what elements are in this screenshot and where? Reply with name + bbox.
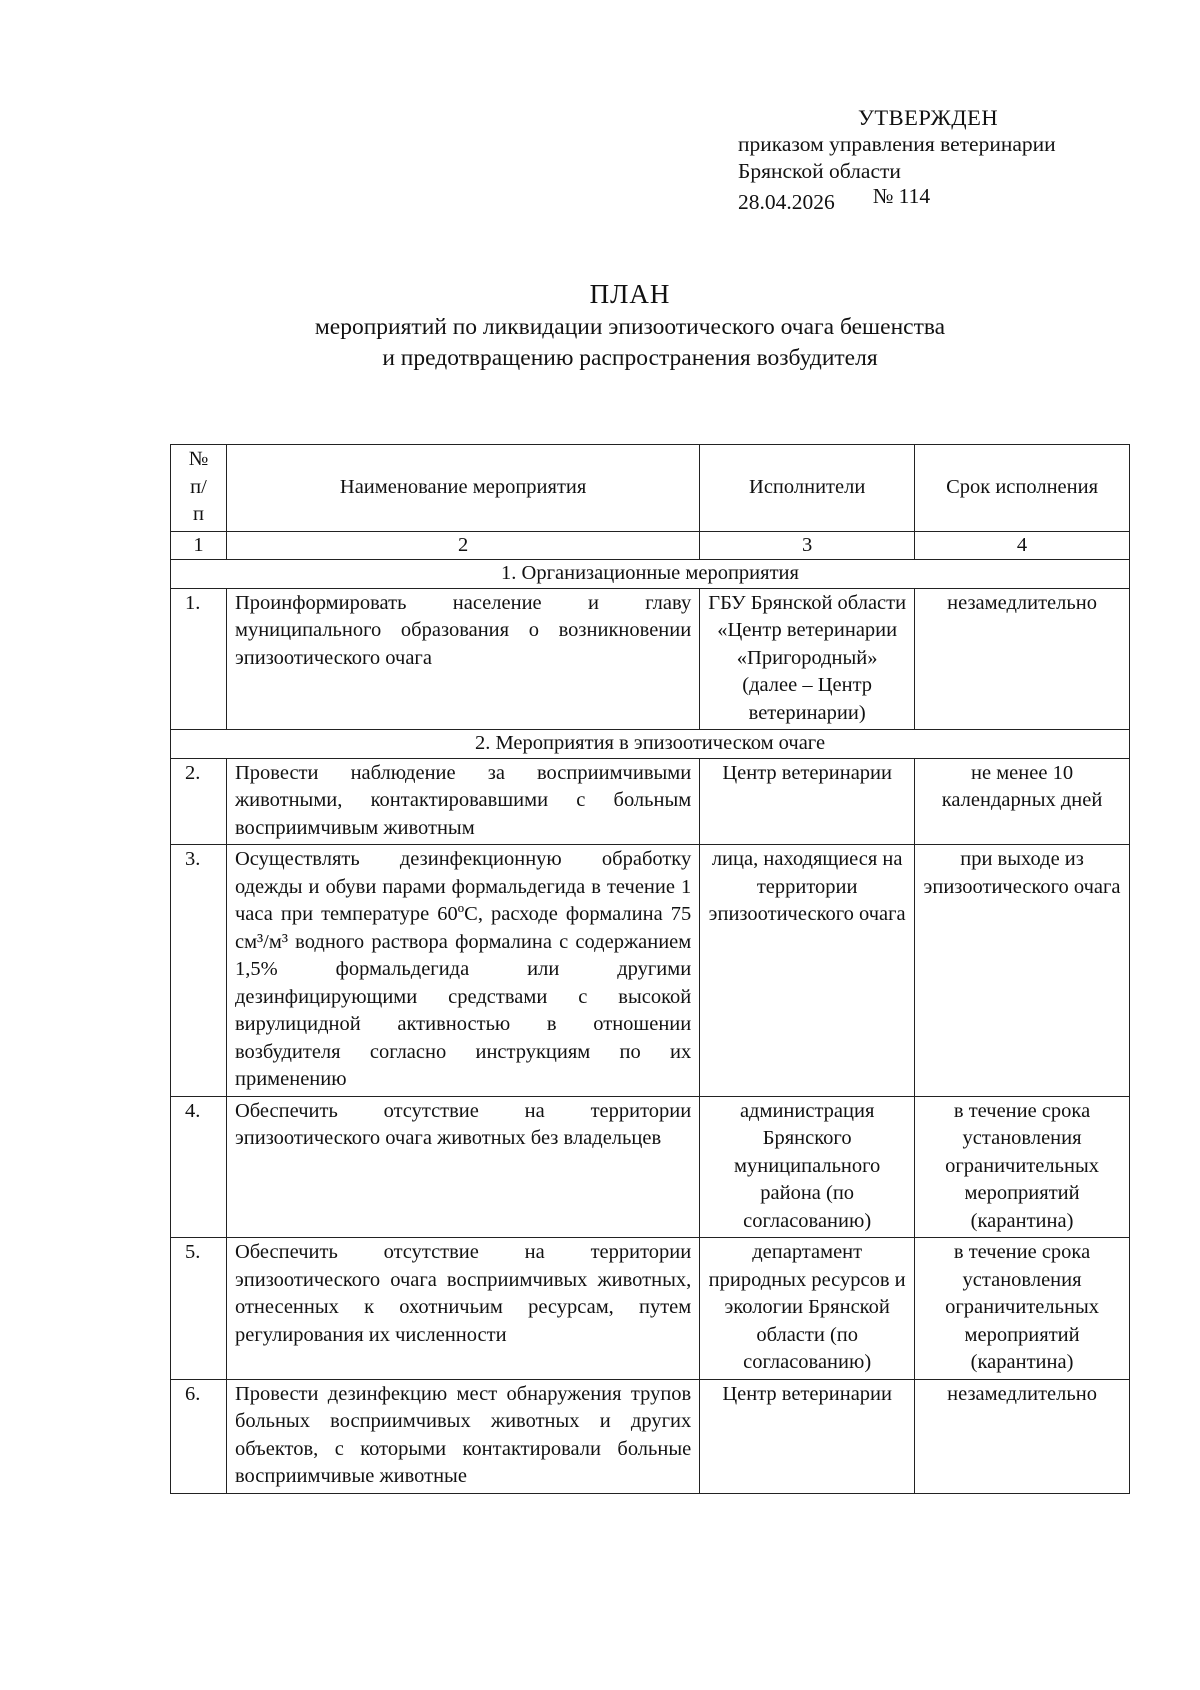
- table-row: [171, 1379, 1130, 1493]
- table-row: [171, 758, 1130, 845]
- approval-date-line: [738, 184, 1056, 216]
- table-row: [171, 1096, 1130, 1238]
- header-deadline: Срок исполнения: [915, 445, 1130, 532]
- row-deadline: при выходе из эпизоотического очага: [915, 845, 1130, 1097]
- row-executor: Центр ветеринарии: [700, 1379, 915, 1493]
- column-numbers-row: [171, 531, 1130, 560]
- table-row: [171, 1238, 1130, 1380]
- row-number: 1.: [171, 588, 227, 730]
- document-title: ПЛАН: [589, 279, 671, 309]
- approval-block: [738, 104, 1056, 216]
- row-activity: Осуществлять дезинфекционную обработку одежды и обуви парами формальдегида в течение 1 часа при температуре 60ºC, расходе формалина 75 см³/м³ водного раствора формалина с содержанием 1,5% формальдегида или другими дезинфицирующими средствами с высокой вирулицидной активностью в отношении возбудителя согласно инструкциям по их применению: [226, 845, 699, 1097]
- column-number-2: 2: [226, 531, 699, 560]
- row-executor: лица, находящиеся на территории эпизоотического очага: [700, 845, 915, 1097]
- row-activity: Обеспечить отсутствие на территории эпизоотического очага восприимчивых животных, отнесенных к охотничьим ресурсам, путем регулирования их численности: [226, 1238, 699, 1380]
- table-row: [171, 845, 1130, 1097]
- row-executor: администрация Брянского муниципального района (по согласованию): [700, 1096, 915, 1238]
- row-number: 3.: [171, 845, 227, 1097]
- document-subtitle-line-1: мероприятий по ликвидации эпизоотического очага бешенства: [314, 314, 946, 340]
- row-deadline: не менее 10 календарных дней: [915, 758, 1130, 845]
- row-executor: департамент природных ресурсов и экологии Брянской области (по согласованию): [700, 1238, 915, 1380]
- approval-title: УТВЕРЖДЕН: [858, 105, 999, 130]
- row-activity: Обеспечить отсутствие на территории эпизоотического очага животных без владельцев: [226, 1096, 699, 1238]
- row-activity: Провести дезинфекцию мест обнаружения трупов больных восприимчивых животных и других объектов, с которыми контактировали больные восприимчивые животные: [226, 1379, 699, 1493]
- document-subtitle-line-2: и предотвращению распространения возбудителя: [382, 345, 878, 371]
- plan-table: [170, 444, 1130, 1494]
- row-number: 2.: [171, 758, 227, 845]
- row-number: 5.: [171, 1238, 227, 1380]
- section-row: [171, 560, 1130, 589]
- approval-number: № 114: [872, 184, 931, 208]
- approval-date: 28.04.2026: [738, 190, 835, 214]
- header-number: № п/п: [171, 445, 227, 532]
- row-executor: Центр ветеринарии: [700, 758, 915, 845]
- row-activity: Проинформировать население и главу муниципального образования о возникновении эпизоотического очага: [226, 588, 699, 730]
- row-deadline: незамедлительно: [915, 1379, 1130, 1493]
- column-number-4: 4: [915, 531, 1130, 560]
- table-row: [171, 588, 1130, 730]
- document-heading: [150, 276, 1110, 374]
- table-header-row: [171, 445, 1130, 532]
- row-number: 6.: [171, 1379, 227, 1493]
- section-title: 1. Организационные мероприятия: [171, 560, 1130, 589]
- column-number-3: 3: [700, 531, 915, 560]
- header-executor: Исполнители: [700, 445, 915, 532]
- approval-order-line: приказом управления ветеринарии: [738, 132, 1056, 156]
- column-number-1: 1: [171, 531, 227, 560]
- row-number: 4.: [171, 1096, 227, 1238]
- row-executor: ГБУ Брянской области «Центр ветеринарии «Пригородный» (далее – Центр ветеринарии): [700, 588, 915, 730]
- section-row: [171, 730, 1130, 759]
- row-activity: Провести наблюдение за восприимчивыми животными, контактировавшими с больным восприимчивым животным: [226, 758, 699, 845]
- approval-region-line: Брянской области: [738, 159, 901, 183]
- row-deadline: в течение срока установления ограничительных мероприятий (карантина): [915, 1238, 1130, 1380]
- row-deadline: незамедлительно: [915, 588, 1130, 730]
- header-activity: Наименование мероприятия: [226, 445, 699, 532]
- row-deadline: в течение срока установления ограничительных мероприятий (карантина): [915, 1096, 1130, 1238]
- section-title: 2. Мероприятия в эпизоотическом очаге: [171, 730, 1130, 759]
